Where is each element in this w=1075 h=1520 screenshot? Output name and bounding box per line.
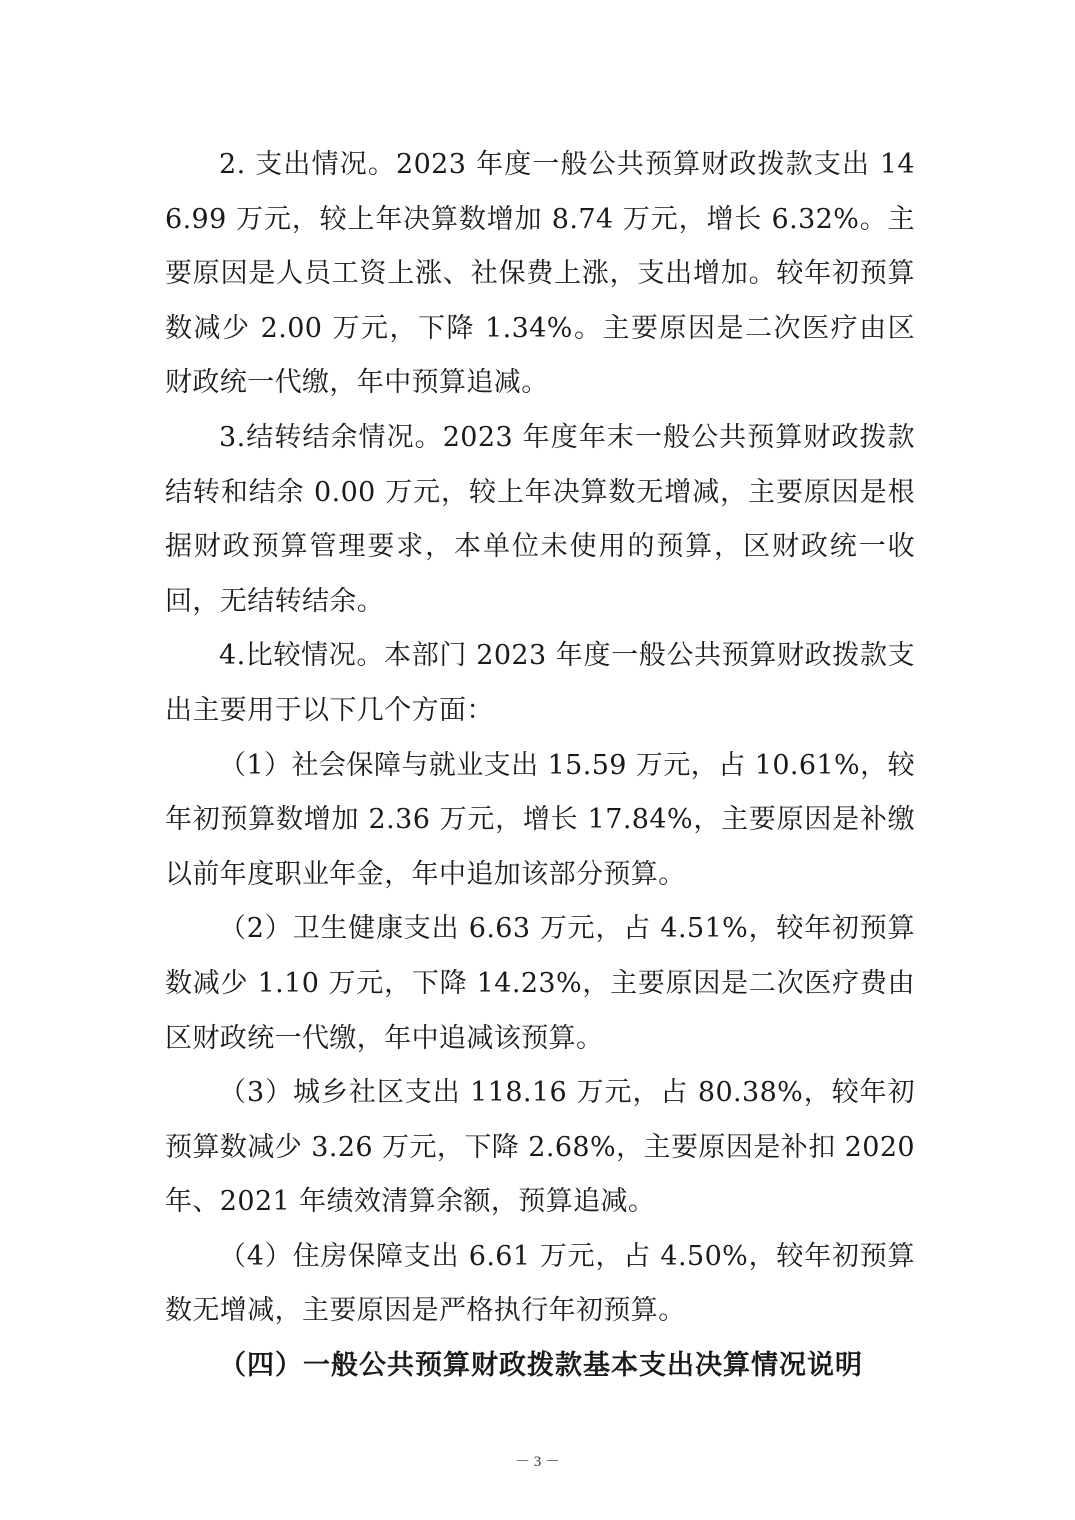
document-page xyxy=(165,138,915,1394)
section-heading: （四）一般公共预算财政拨款基本支出决算情况说明 xyxy=(219,1350,863,1382)
paragraph-comparison: 4.比较情况。本部门 2023 年度一般公共预算财政拨款支出主要用于以下几个方面： xyxy=(165,640,915,726)
paragraph-item-social-security: （1）社会保障与就业支出 15.59 万元，占 10.61%，较年初预算数增加 2.36 万元，增长 17.84%，主要原因是补缴以前年度职业年金，年中追加该部分预算。 xyxy=(165,749,915,890)
paragraph-expenditure: 2. 支出情况。2023 年度一般公共预算财政拨款支出 146.99 万元，较上年决算数增加 8.74 万元，增长 6.32%。主要原因是人员工资上涨、社保费上涨，支出增加。较年初预算数减少 2.00 万元，下降 1.34%。主要原因是二次医疗由区财政统一代缴，年中预算追减。 xyxy=(165,149,915,399)
paragraph-item-health: （2）卫生健康支出 6.63 万元，占 4.51%，较年初预算数减少 1.10 万元，下降 14.23%，主要原因是二次医疗费由区财政统一代缴，年中追减该预算。 xyxy=(165,913,915,1054)
paragraph-carryover: 3.结转结余情况。2023 年度年末一般公共预算财政拨款结转和结余 0.00 万元，较上年决算数无增减，主要原因是根据财政预算管理要求，本单位未使用的预算，区财政统一收回，无结转结余。 xyxy=(165,421,915,617)
page-number: － 3 － xyxy=(514,1454,560,1470)
paragraph-item-urban-rural: （3）城乡社区支出 118.16 万元，占 80.38%，较年初预算数减少 3.26 万元，下降 2.68%，主要原因是补扣 2020 年、2021 年绩效清算余额，预算追减。 xyxy=(165,1077,915,1218)
paragraph-item-housing: （4）住房保障支出 6.61 万元，占 4.50%，较年初预算数无增减，主要原因是严格执行年初预算。 xyxy=(165,1240,915,1327)
